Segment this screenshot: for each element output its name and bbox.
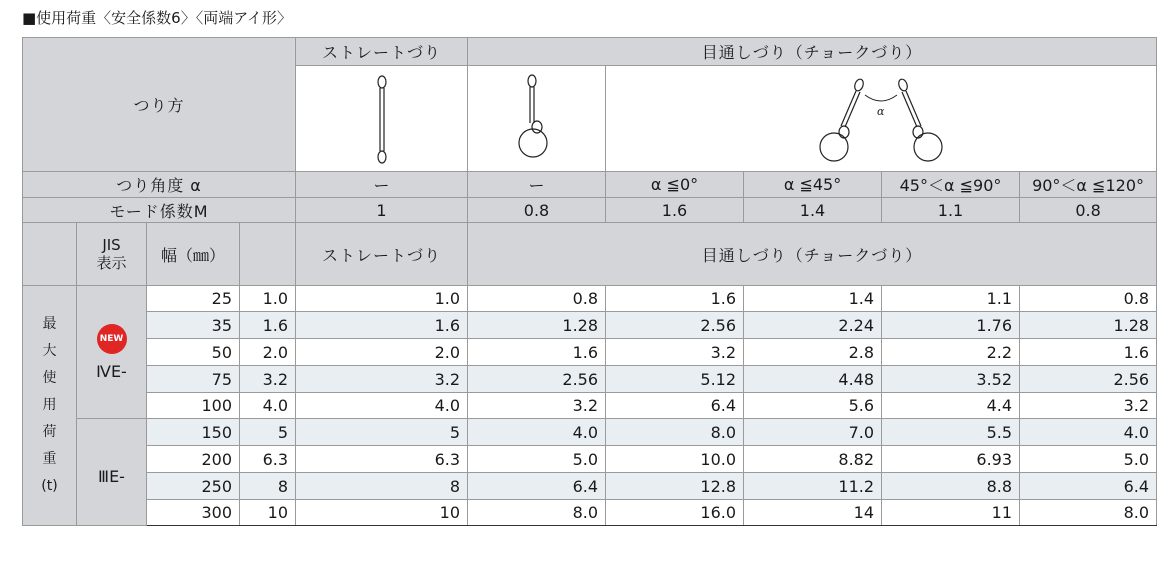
max-load-side-label [23,286,77,526]
table-cell: 1.0 [240,286,296,312]
table-cell: 11.2 [744,473,882,500]
table-cell: 5.0 [1020,446,1157,473]
table-cell: 8.82 [744,446,882,473]
angle-cell: ー [468,172,606,198]
table-cell: 3.2 [240,366,296,393]
mode-factor-cell: 0.8 [468,198,606,223]
table-cell: 5 [240,419,296,446]
table-cell: 7.0 [744,419,882,446]
table-cell: 10.0 [606,446,744,473]
table-cell: 75 [147,366,240,393]
angle-cell: 90°＜α ≦120° [1020,172,1157,198]
table-cell: 10 [240,500,296,526]
table-cell: 1.6 [296,312,468,339]
choke-header-2: 目通しづり（チョークづり） [468,223,1157,286]
table-cell: 最 [42,316,57,332]
grade-iii-cell [77,419,147,526]
table-cell: 4.0 [240,393,296,419]
grade-label: ⅢE- [98,466,125,486]
table-cell: 5 [296,419,468,446]
table-cell: 6.93 [882,446,1020,473]
table-cell: 使 [42,370,57,386]
blank-header-cell [23,223,77,286]
table-cell: 1.1 [882,286,1020,312]
angle-cell: α ≦45° [744,172,882,198]
table-cell: 200 [147,446,240,473]
table-cell: 1.4 [744,286,882,312]
table-cell: 3.2 [296,366,468,393]
table-cell: 12.8 [606,473,744,500]
table-cell: (t) [41,478,58,494]
table-row [23,339,1157,366]
table-cell: 5.0 [468,446,606,473]
choke-header: 目通しづり（チョークづり） [468,38,1157,66]
table-cell: 5.5 [882,419,1020,446]
table-cell: 2.0 [296,339,468,366]
table-cell: 8.0 [606,419,744,446]
table-row [23,393,1157,419]
table-cell: 2.56 [468,366,606,393]
blank-header-cell [240,223,296,286]
table-cell: 35 [147,312,240,339]
table-cell: 1.6 [468,339,606,366]
mode-factor-cell: 1.1 [882,198,1020,223]
table-cell: 16.0 [606,500,744,526]
table-row [23,500,1157,526]
tsurikata-header: つり方 [23,38,296,172]
table-caption: ■使用荷重〈安全係数6〉〈両端アイ形〉 [22,9,292,27]
table-cell: 6.3 [240,446,296,473]
angle-cell: ー [296,172,468,198]
table-cell: 1.6 [606,286,744,312]
table-cell: 1.6 [1020,339,1157,366]
table-cell: 2.24 [744,312,882,339]
table-cell: 1.28 [1020,312,1157,339]
table-cell: 4.4 [882,393,1020,419]
table-cell: 8.8 [882,473,1020,500]
table-cell: 6.3 [296,446,468,473]
choke-sling-angle-illustration [606,66,1157,172]
table-cell: 大 [42,343,57,359]
table-cell: 250 [147,473,240,500]
angle-cell: α ≦0° [606,172,744,198]
mode-factor-cell: 1.4 [744,198,882,223]
angle-cell: 45°＜α ≦90° [882,172,1020,198]
jis-header: JIS 表示 [77,223,147,286]
mode-factor-cell: 1.6 [606,198,744,223]
table-row [23,473,1157,500]
table-row [23,419,1157,446]
straight-header: ストレートづり [296,38,468,66]
table-cell: 0.8 [1020,286,1157,312]
table-cell: 4.0 [468,419,606,446]
table-cell: 3.2 [606,339,744,366]
mode-label: モード係数M [23,198,296,223]
width-header: 幅（㎜） [147,223,240,286]
table-cell: 100 [147,393,240,419]
table-cell: 5.12 [606,366,744,393]
table-cell: 用 [42,397,57,413]
table-cell: 4.0 [1020,419,1157,446]
table-cell: 重 [42,451,57,467]
table-cell: 0.8 [468,286,606,312]
table-cell: 150 [147,419,240,446]
table-cell: 6.4 [606,393,744,419]
table-cell: 300 [147,500,240,526]
choke-sling-single-illustration [468,66,606,172]
table-cell: 25 [147,286,240,312]
table-cell: 2.56 [606,312,744,339]
grade-label: ⅣE- [96,361,127,381]
table-cell: 2.8 [744,339,882,366]
table-cell: 3.2 [1020,393,1157,419]
table-cell: 8 [240,473,296,500]
table-cell: 3.2 [468,393,606,419]
table-cell: 8.0 [1020,500,1157,526]
table-cell: 14 [744,500,882,526]
grade-iv-cell [77,286,147,419]
table-cell: 1.0 [296,286,468,312]
mode-factor-cell: 0.8 [1020,198,1157,223]
table-cell: 2.0 [240,339,296,366]
table-row [23,446,1157,473]
table-cell: 6.4 [1020,473,1157,500]
table-cell: 2.56 [1020,366,1157,393]
table-cell: 1.6 [240,312,296,339]
table-row [23,312,1157,339]
table-row [23,366,1157,393]
straight-sling-illustration [296,66,468,172]
table-cell: 8 [296,473,468,500]
angle-label: つり角度 α [23,172,296,198]
table-cell: 荷 [42,424,57,440]
table-cell: 2.2 [882,339,1020,366]
table-cell: 6.4 [468,473,606,500]
table-cell: 11 [882,500,1020,526]
new-badge: NEW [97,324,127,354]
table-cell: 4.48 [744,366,882,393]
table-cell: 10 [296,500,468,526]
table-row [23,286,1157,312]
straight-header-2: ストレートづり [296,223,468,286]
table-cell: 4.0 [296,393,468,419]
table-cell: 3.52 [882,366,1020,393]
alpha-symbol: α [877,104,885,118]
table-cell: 50 [147,339,240,366]
mode-factor-cell: 1 [296,198,468,223]
load-table [22,37,1157,526]
table-cell: 5.6 [744,393,882,419]
table-cell: 8.0 [468,500,606,526]
table-cell: 1.28 [468,312,606,339]
table-cell: 1.76 [882,312,1020,339]
